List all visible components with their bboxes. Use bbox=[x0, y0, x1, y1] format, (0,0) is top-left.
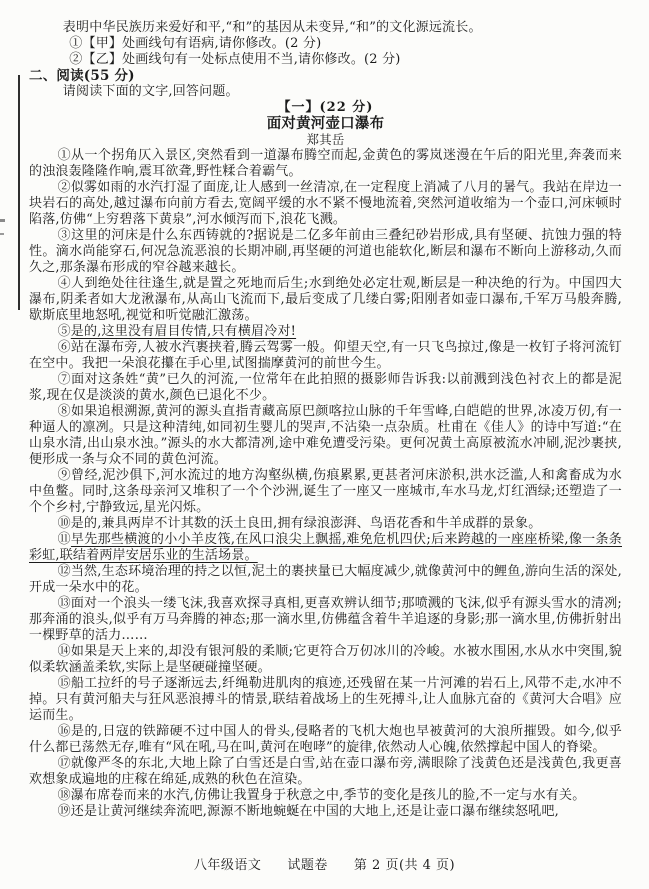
reading-instruction: 请阅读下面的文字,回答问题。 bbox=[62, 84, 239, 99]
paragraph-text: 面对这条姓“黄”已久的河流,一位常年在此拍照的摄影师告诉我:以前溅到浅色衬衣上的都是泥浆,现在仅是淡淡的黄水,颜色已退化不少。 bbox=[29, 372, 623, 403]
essay-author: 郑其岳 bbox=[306, 132, 345, 147]
essay-paragraph bbox=[29, 756, 622, 788]
paragraph-text: 如果追根溯源,黄河的源头直指青藏高原巴颜喀拉山脉的千年雪峰,白皑皑的世界,冰凌万仞,有一种逼人的凛冽。只是这种清纯,如同初生婴儿的哭声,不沾染一点杂质。杜甫在《佳人》的诗中写道:“在山泉水清,出山泉水浊。”源头的水大都清冽,途中难免遭受污染。更何况黄土高原被流水冲刷,泥沙裹挟,便形成一条与众不同的黄色河流。 bbox=[29, 404, 622, 467]
paragraph-number: ⑭ bbox=[57, 644, 71, 659]
essay-paragraph bbox=[29, 148, 622, 180]
essay-paragraph bbox=[29, 564, 622, 596]
paragraph-number: ⑱ bbox=[57, 788, 71, 803]
essay-paragraph bbox=[29, 324, 622, 340]
paragraph-number: ④ bbox=[57, 276, 72, 291]
paragraph-number: ⑤ bbox=[57, 324, 71, 339]
footer-doc-type: 试题卷 bbox=[287, 858, 328, 873]
essay-paragraph bbox=[29, 180, 622, 228]
essay-paragraph bbox=[29, 644, 622, 676]
paragraph-text: 这里的河床是什么东西铸就的?据说是二亿多年前由三叠纪砂岩形成,具有坚硬、抗蚀力强的特性。滴水尚能穿石,何况急流恶浪的长期冲刷,再坚硬的河道也能软化,断层和瀑布不断向上游移动,久而久之,那条瀑布形成的窄谷越来越长。 bbox=[29, 228, 622, 275]
continuation-text: 表明中华民族历来爱好和平,“和”的基因从未变异,“和”的文化源远流长。 bbox=[62, 20, 482, 35]
footer-page-number: 第 2 页(共 4 页) bbox=[353, 858, 456, 873]
paragraph-number: ⑥ bbox=[57, 340, 71, 355]
question-jia: ①【甲】处画线句有语病,请你修改。(2 分) bbox=[69, 36, 322, 51]
paragraph-number: ⑨ bbox=[57, 468, 72, 483]
essay-paragraph bbox=[29, 468, 622, 516]
paragraph-text: 就像严冬的东北,大地上除了白雪还是白雪,站在壶口瀑布旁,满眼除了浅黄色还是浅黄色,我更喜欢想象成遍地的庄稼在绵延,成熟的秋色在渲染。 bbox=[29, 756, 622, 787]
paragraph-number: ⑯ bbox=[57, 724, 72, 739]
essay-paragraph bbox=[29, 276, 622, 324]
essay-paragraph bbox=[29, 788, 622, 804]
paragraph-text: 是的,日寇的铁蹄硬不过中国人的骨头,侵略者的飞机大炮也早被黄河的大浪所摧毁。如今,似乎什么都已荡然无存,唯有“风在吼,马在叫,黄河在咆哮”的旋律,依然动人心魄,依然撑起中国人的脊梁。 bbox=[29, 724, 622, 755]
paragraph-text: 人到绝处往往逢生,就是置之死地而后生;水到绝处必定壮观,断层是一种决绝的行为。中国四大瀑布,阴柔者如大龙湫瀑布,从高山飞流而下,最后变成了几缕白雾;阳刚者如壶口瀑布,千军万马般奔腾,歇斯底里地怒吼,视觉和听觉融汇激荡。 bbox=[29, 276, 622, 323]
paragraph-number: ⑮ bbox=[57, 676, 71, 691]
paragraph-text: 站在瀑布旁,人被水汽裹挟着,腾云驾雾一般。仰望天空,有一只飞鸟掠过,像是一枚钉子将河流钉在空中。我把一朵浪花攥在手心里,试图揣摩黄河的前世今生。 bbox=[29, 340, 622, 371]
scan-smudge bbox=[0, 233, 4, 235]
essay-paragraph bbox=[29, 404, 622, 468]
paragraph-text: 当然,生态环境治理的持之以恒,泥土的裹挟量已大幅度减少,就像黄河中的鲤鱼,游向生活的深处,开成一朵水中的花。 bbox=[29, 564, 622, 595]
paragraph-text: 如果是天上来的,却没有银河般的柔顺;它更符合万仞冰川的冷峻。水被水围困,水从水中突围,貌似柔软涵盖柔软,实际上是坚硬碰撞坚硬。 bbox=[29, 644, 622, 675]
paragraph-text: 瀑布席卷而来的水汽,仿佛让我置身于秋意之中,季节的变化是孩儿的脸,不一定与水有关。 bbox=[70, 788, 586, 803]
part-one-label: 【一】(22 分) bbox=[277, 100, 374, 115]
essay-paragraph bbox=[29, 804, 622, 820]
paragraph-number: ② bbox=[57, 180, 71, 195]
paragraph-text: 似雾如雨的水汽打湿了面庞,让人感到一丝清凉,在一定程度上消减了八月的暑气。我站在岸边一块岩石的高处,越过瀑布向前方看去,宽阔平缓的水不紧不慢地流着,突然河道收缩为一个壶口,河床顿时陷落,仿佛“上穷碧落下黄泉”,河水倾泻而下,浪花飞溅。 bbox=[29, 180, 622, 227]
paragraph-text: 从一个拐角仄入景区,突然看到一道瀑布腾空而起,金黄色的雾岚迷漫在午后的阳光里,奔袭而来的浊浪轰隆隆作响,震耳欲聋,野性糅合着霸气。 bbox=[29, 148, 622, 179]
question-yi: ②【乙】处画线句有一处标点使用不当,请你修改。(2 分) bbox=[69, 52, 401, 67]
paragraph-number: ⑬ bbox=[57, 596, 71, 611]
essay-paragraph bbox=[29, 676, 622, 724]
scan-smudge bbox=[0, 219, 5, 222]
paragraph-number: ⑩ bbox=[57, 516, 71, 531]
paragraph-number: ③ bbox=[57, 228, 72, 243]
paragraph-number: ⑪ bbox=[57, 532, 71, 547]
footer-course: 八年级语文 bbox=[193, 858, 262, 873]
paragraph-text: 曾经,泥沙俱下,河水流过的地方沟壑纵横,伤痕累累,更甚者河床淤积,洪水泛滥,人和禽畜成为水中鱼鳖。同时,这条母亲河又堆积了一个个沙洲,诞生了一座又一座城市,车水马龙,灯红酒绿;还塑造了一个个乡村,宁静致远,星光闪烁。 bbox=[29, 468, 623, 515]
essay-body bbox=[29, 148, 622, 820]
essay-paragraph bbox=[29, 532, 622, 564]
essay-title: 面对黄河壶口瀑布 bbox=[266, 115, 385, 132]
essay-paragraph bbox=[29, 516, 622, 532]
section-heading-reading: 二、阅读(55 分) bbox=[29, 68, 135, 84]
paragraph-text: 是的,兼具两岸不计其数的沃土良田,拥有绿浪澎湃、鸟语花香和牛羊成群的景象。 bbox=[70, 516, 542, 531]
binding-line-artifact bbox=[18, 75, 20, 310]
essay-paragraph bbox=[29, 596, 622, 644]
paragraph-number: ⑦ bbox=[57, 372, 72, 387]
paragraph-text: 是的,这里没有眉目传情,只有横眉冷对! bbox=[70, 324, 297, 339]
page-footer bbox=[0, 854, 649, 873]
paragraph-text: 船工拉纤的号子逐渐远去,纤绳勒进肌肉的痕迹,还残留在某一片河滩的岩石上,风带不走,水冲不掉。只有黄河船夫与狂风恶浪搏斗的情景,联结着战场上的生死搏斗,让人血脉亢奋的《黄河大合唱》应运而生。 bbox=[29, 676, 622, 723]
essay-paragraph bbox=[29, 372, 622, 404]
paragraph-number: ⑲ bbox=[57, 804, 71, 819]
paragraph-text: 早先那些横渡的小小羊皮筏,在风口浪尖上飘摇,难免危机四伏;后来跨越的一座座桥梁,像一条条彩虹,联结着两岸安居乐业的生活场景。 bbox=[29, 532, 622, 563]
paragraph-text: 还是让黄河继续奔流吧,源源不断地蜿蜒在中国的大地上,还是让壶口瀑布继续怒吼吧, bbox=[70, 804, 559, 819]
paragraph-number: ⑧ bbox=[57, 404, 71, 419]
essay-paragraph bbox=[29, 340, 622, 372]
paragraph-number: ⑫ bbox=[57, 564, 71, 579]
paragraph-number: ① bbox=[57, 148, 72, 163]
page-content bbox=[29, 20, 622, 820]
paragraph-text: 面对一个浪头一缕飞沫,我喜欢探寻真相,更喜欢辨认细节;那喷溅的飞沫,似乎有源头雪水的清冽;那奔涌的浪头,似乎有万马奔腾的神态;那一滴水里,仿佛蕴含着牛羊追逐的身影;那一滴水里,仿佛折射出一棵野草的活力…… bbox=[29, 596, 622, 643]
paragraph-number: ⑰ bbox=[57, 756, 71, 771]
essay-paragraph bbox=[29, 724, 622, 756]
essay-paragraph bbox=[29, 228, 622, 276]
